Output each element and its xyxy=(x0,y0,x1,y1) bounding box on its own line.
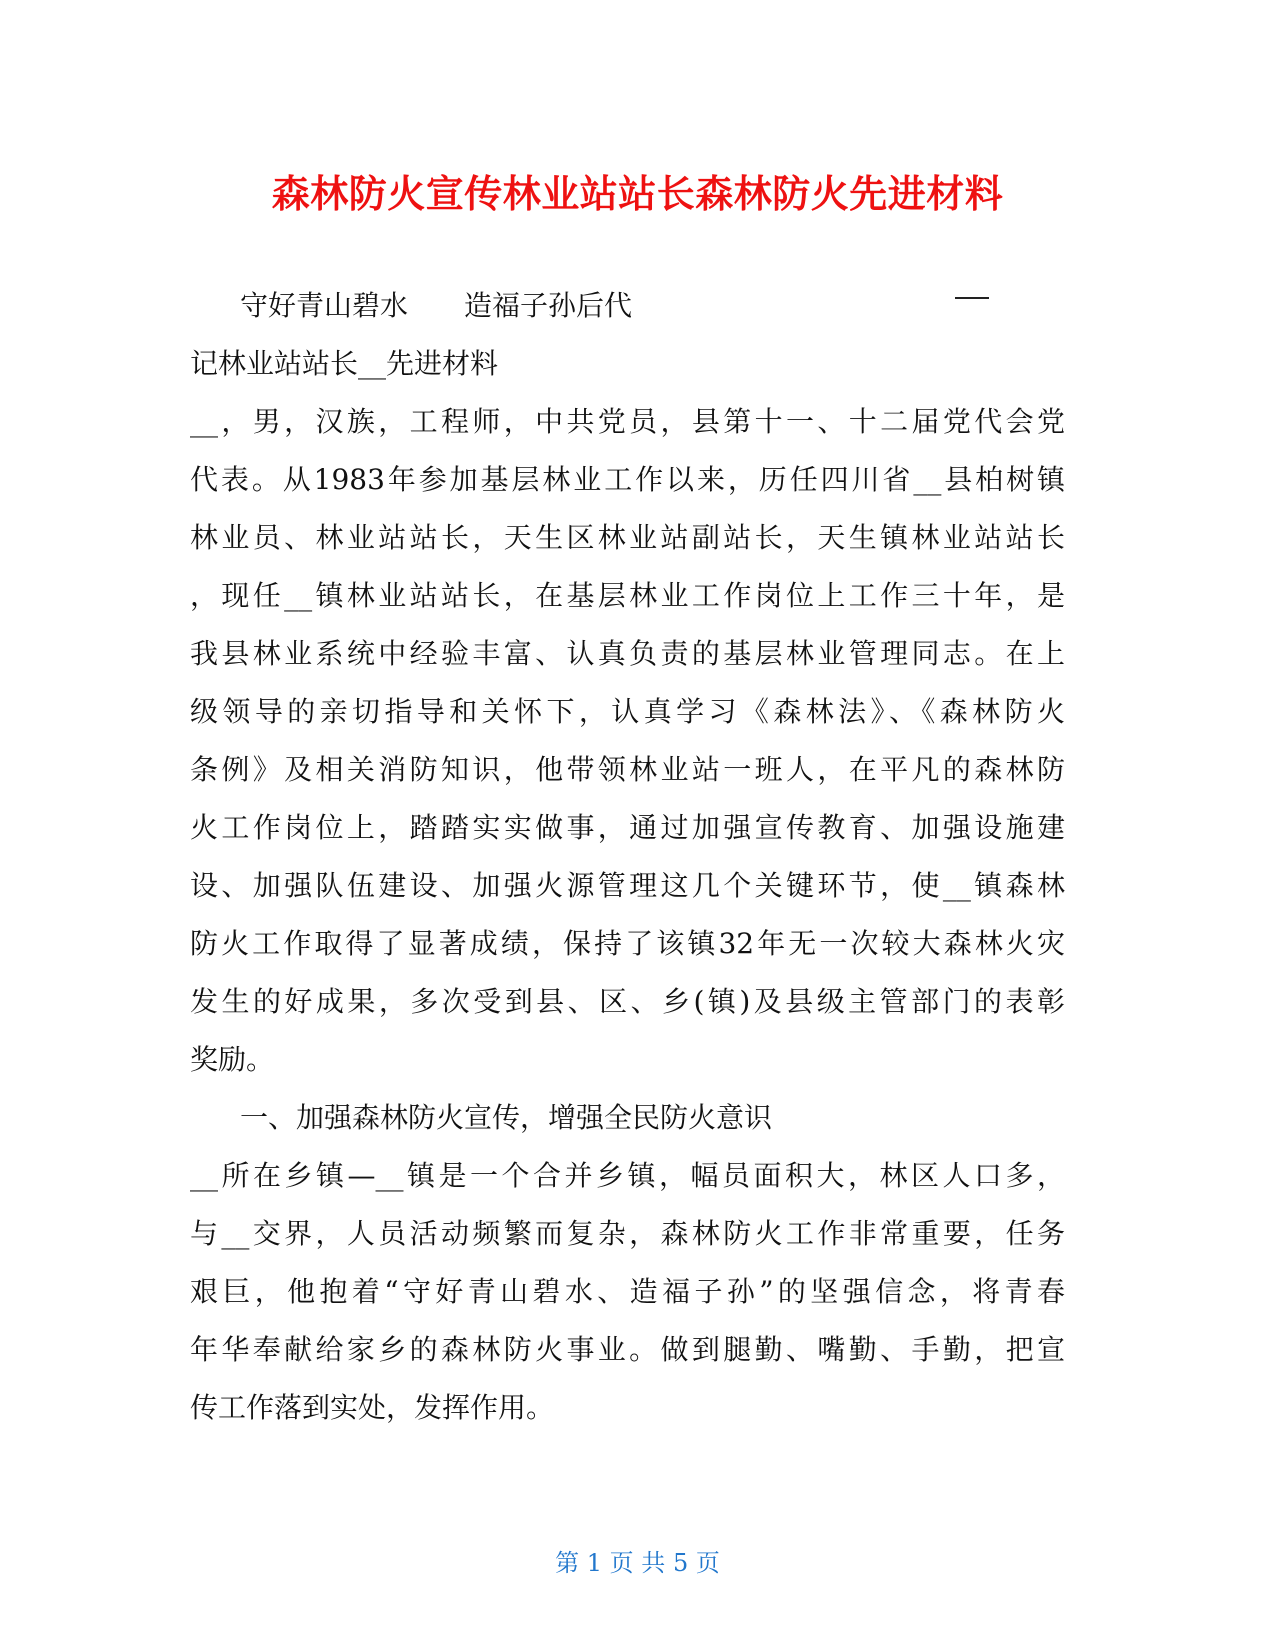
body-line: 防火工作取得了显著成绩，保持了该镇32年无一次较大森林火灾 xyxy=(190,927,1065,960)
body-line: 级领导的亲切指导和关怀下，认真学习《森林法》、《森林防火 xyxy=(190,695,1065,728)
body-line: 我县林业系统中经验丰富、认真负责的基层林业管理同志。在上 xyxy=(190,637,1065,670)
body-line: 发生的好成果，多次受到县、区、乡(镇)及县级主管部门的表彰 xyxy=(190,985,1065,1018)
body-line: 代表。从1983年参加基层林业工作以来，历任四川省__县柏树镇 xyxy=(190,463,1065,496)
body-line: 条例》及相关消防知识，他带领林业站一班人，在平凡的森林防 xyxy=(190,753,1065,786)
section-heading: 一、加强森林防火宣传，增强全民防火意识 xyxy=(240,1101,773,1134)
body-line: ，现任__镇林业站站长，在基层林业工作岗位上工作三十年，是 xyxy=(190,579,1065,612)
subtitle-line-1: 守好青山碧水 造福子孙后代 xyxy=(240,289,633,322)
section-line: __所在乡镇—__镇是一个合并乡镇，幅员面积大，林区人口多， xyxy=(190,1159,1065,1192)
section-line: 艰巨，他抱着“守好青山碧水、造福子孙”的坚强信念，将青春 xyxy=(190,1275,1065,1308)
subtitle-line-2: 记林业站站长__先进材料 xyxy=(190,347,499,380)
body-line: 奖励。 xyxy=(190,1043,275,1076)
body-line: 林业员、林业站站长，天生区林业站副站长，天生镇林业站站长 xyxy=(190,521,1065,554)
body-line: 火工作岗位上，踏踏实实做事，通过加强宣传教育、加强设施建 xyxy=(190,811,1065,844)
document-title: 森林防火宣传林业站站长森林防火先进材料 xyxy=(271,172,1004,216)
subtitle-dash xyxy=(955,297,989,299)
page-footer: 第 1 页 共 5 页 xyxy=(555,1549,720,1577)
section-line: 与__交界，人员活动频繁而复杂，森林防火工作非常重要，任务 xyxy=(190,1217,1065,1250)
section-line: 传工作落到实处，发挥作用。 xyxy=(190,1391,555,1424)
body-line: 设、加强队伍建设、加强火源管理这几个关键环节，使__镇森林 xyxy=(190,869,1065,902)
body-line: __，男，汉族，工程师，中共党员，县第十一、十二届党代会党 xyxy=(190,405,1065,438)
section-line: 年华奉献给家乡的森林防火事业。做到腿勤、嘴勤、手勤，把宣 xyxy=(190,1333,1065,1366)
